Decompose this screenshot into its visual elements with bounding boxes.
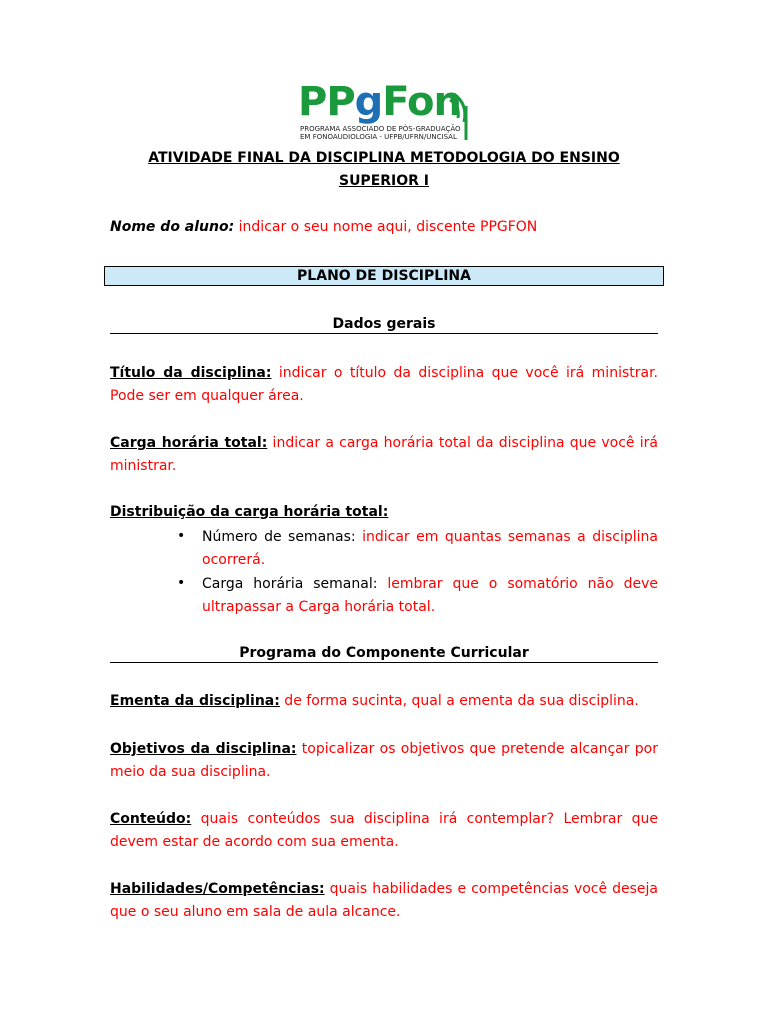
titulo-label: Título da disciplina:: [110, 365, 272, 381]
student-name-label: Nome do aluno:: [110, 219, 235, 235]
habilidades-paragraph: [110, 878, 658, 924]
distribuicao-item-1: [202, 526, 658, 572]
ementa-value: de forma sucinta, qual a ementa da sua disciplina.: [279, 693, 639, 709]
student-name-value: indicar o seu nome aqui, discente PPGFON: [234, 219, 538, 235]
conteudo-value: quais conteúdos sua disciplina irá contemplar? Lembrar que devem estar de acordo com sua ementa.: [110, 811, 658, 850]
section-heading-programa: Programa do Componente Curricular: [239, 645, 529, 661]
titulo-value: indicar o título da disciplina que você irá ministrar. Pode ser em qualquer área.: [110, 365, 658, 404]
distribuicao-item-2: [202, 573, 658, 619]
ementa-paragraph: [110, 692, 658, 710]
logo-g: g: [354, 79, 383, 125]
objetivos-paragraph: [110, 738, 658, 784]
logo-subline-1: PROGRAMA ASSOCIADO DE PÓS-GRADUAÇÃO: [300, 125, 461, 133]
bullet-icon: •: [177, 575, 186, 591]
logo-wordmark: [298, 79, 461, 125]
bullet-icon: •: [177, 528, 186, 544]
section-heading-dados-gerais: Dados gerais: [332, 316, 436, 332]
distribuicao-label: Distribuição da carga horária total:: [110, 504, 389, 520]
conteudo-label: Conteúdo:: [110, 811, 192, 827]
plano-banner-text: PLANO DE DISCIPLINA: [297, 268, 471, 284]
logo-subline-2: EM FONOAUDIOLOGIA - UFPB/UFRN/UNCISAL: [300, 133, 457, 141]
ppgfon-logo: [298, 79, 474, 144]
logo-pp: PP: [298, 79, 355, 125]
distribuicao-item-2-value: lembrar que o somatório não deve ultrapassar a Carga horária total.: [202, 576, 658, 615]
conteudo-paragraph: [110, 808, 658, 854]
section-divider-2: [110, 662, 658, 663]
distribuicao-item-1-value: indicar em quantas semanas a disciplina ocorrerá.: [202, 529, 658, 568]
document-title-line-2: SUPERIOR I: [338, 173, 430, 189]
distribuicao-label-line: [110, 503, 388, 521]
carga-value: indicar a carga horária total da disciplina que você irá ministrar.: [110, 435, 658, 474]
section-divider-1: [110, 333, 658, 334]
habilidades-value: quais habilidades e competências você deseja que o seu aluno em sala de aula alcance.: [110, 881, 658, 920]
distribuicao-item-2-label: Carga horária semanal:: [202, 576, 378, 592]
document-title-line-1: ATIVIDADE FINAL DA DISCIPLINA METODOLOGIA DO ENSINO: [148, 150, 620, 166]
habilidades-label: Habilidades/Competências:: [110, 881, 325, 897]
objetivos-value: topicalizar os objetivos que pretende alcançar por meio da sua disciplina.: [110, 741, 658, 780]
titulo-paragraph: [110, 362, 658, 408]
logo-fon: Fon: [382, 79, 461, 125]
carga-paragraph: [110, 432, 658, 478]
ementa-label: Ementa da disciplina:: [110, 693, 280, 709]
distribuicao-item-1-label: Número de semanas:: [202, 529, 356, 545]
objetivos-label: Objetivos da disciplina:: [110, 741, 297, 757]
student-name-line: [110, 218, 537, 236]
carga-label: Carga horária total:: [110, 435, 268, 451]
plano-banner: [104, 266, 664, 286]
